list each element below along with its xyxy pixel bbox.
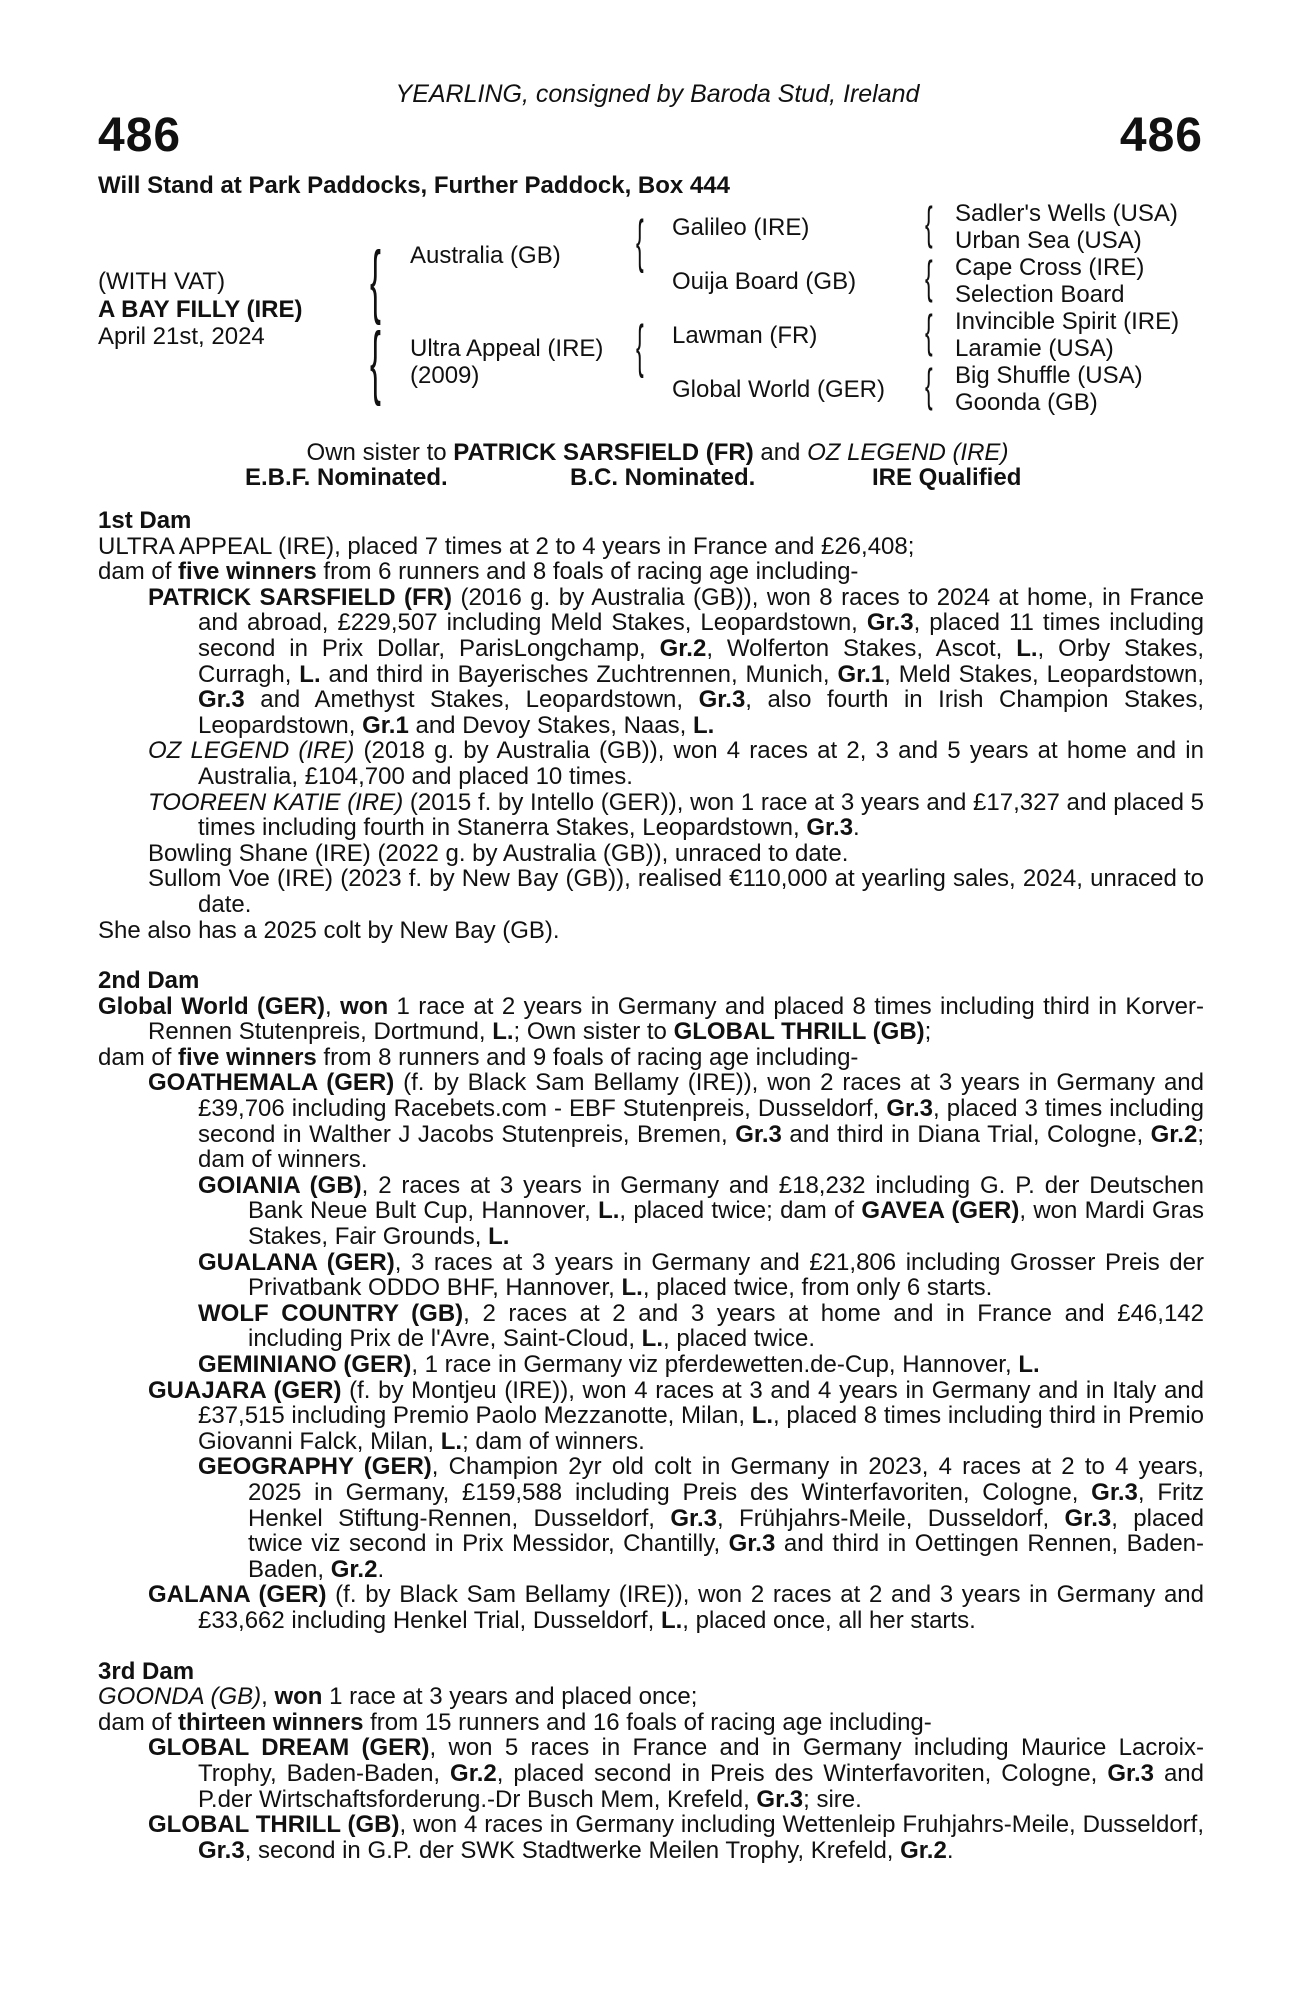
ire-qualified: IRE Qualified: [872, 464, 1022, 491]
first-dam-intro: ULTRA APPEAL (IRE), placed 7 times at 2 to 4 years in France and £26,408;: [98, 532, 915, 560]
progeny-goathemala: GOATHEMALA (GER) (f. by Black Sam Bellamy (IRE)), won 2 races at 3 years in Germany and £39,706 including Racebets.com - EBF Stutenpreis, Dusseldorf, Gr.3, placed 3 times including second in Walther J Jacobs Stutenpreis, Bremen, Gr.3 and third in Diana Trial, Cologne, Gr.2; dam of winners.: [148, 1069, 1204, 1174]
horse-name: A BAY FILLY (IRE): [98, 296, 303, 323]
lot-number-left: 486: [98, 109, 182, 162]
sibling-line: [0, 440, 1315, 466]
sire: Australia (GB): [410, 242, 561, 269]
brace-g3: {: [925, 305, 933, 357]
first-dam-also: She also has a 2025 colt by New Bay (GB).: [98, 916, 560, 944]
stand-location: Will Stand at Park Paddocks, Further Paddock, Box 444: [98, 172, 730, 199]
grandprogeny-gualana: GUALANA (GER), 3 races at 3 years in Germany and £21,806 including Grosser Preis der Privatbank ODDO BHF, Hannover, L., placed twice, from only 6 starts.: [198, 1248, 1204, 1302]
sibling-prefix: Own sister to: [306, 439, 454, 466]
progeny-global-dream: GLOBAL DREAM (GER), won 5 races in France and in Germany including Maurice Lacroix-Trophy, Baden-Baden, Gr.2, placed second in Preis des Winterfavoriten, Cologne, Gr.3 and P.der Wirtschaftsforderung.-Dr Busch Mem, Krefeld, Gr.3; sire.: [148, 1734, 1205, 1813]
grandprogeny-goiania: GOIANIA (GB), 2 races at 3 years in Germany and £18,232 including G. P. der Deutschen Bank Neue Bult Cup, Hannover, L., placed twice; dam of GAVEA (GER), won Mardi Gras Stakes, Fair Grounds, L.: [198, 1171, 1205, 1251]
grandprogeny-wolf-country: WOLF COUNTRY (GB), 2 races at 2 and 3 years at home and in France and £46,142 including Prix de l'Avre, Saint-Cloud, L., placed twice.: [198, 1299, 1204, 1353]
sire-dam: Ouija Board (GB): [672, 268, 857, 295]
catalogue-body: [98, 508, 1204, 1863]
grandprogeny-geminiano: GEMINIANO (GER), 1 race in Germany viz pferdewetten.de-Cup, Hannover, L.: [198, 1351, 1040, 1378]
third-dam-intro: GOONDA (GB), won 1 race at 3 years and placed once;: [98, 1683, 698, 1711]
gg-8: Goonda (GB): [955, 389, 1098, 416]
foaling-date: April 21st, 2024: [98, 323, 265, 350]
third-dam-heading: 3rd Dam: [98, 1657, 195, 1685]
dam: Ultra Appeal (IRE): [410, 335, 604, 362]
bc-nomination: B.C. Nominated.: [570, 464, 756, 491]
brace-g2: {: [925, 251, 933, 303]
gg-5: Invincible Spirit (IRE): [955, 308, 1180, 335]
brace-main-lower: {: [370, 329, 381, 420]
progeny-galana: GALANA (GER) (f. by Black Sam Bellamy (IRE)), won 2 races at 2 and 3 years in Germany and £33,662 including Henkel Trial, Dusseldorf, L., placed once, all her starts.: [148, 1581, 1204, 1634]
sibling-1: PATRICK SARSFIELD (FR): [453, 439, 754, 466]
dam-sire: Lawman (FR): [672, 322, 818, 349]
subtitle: YEARLING, consigned by Baroda Stud, Ireland: [395, 80, 920, 108]
brace-sire: {: [636, 209, 644, 274]
first-dam-heading: 1st Dam: [98, 507, 192, 534]
progeny-tooreen-katie: TOOREEN KATIE (IRE) (2015 f. by Intello (GER)), won 1 race at 3 years and £17,327 and placed 5 times including fourth in Stanerra Stakes, Leopardstown, Gr.3.: [148, 788, 1204, 842]
brace-g4: {: [925, 359, 933, 411]
gg-6: Laramie (USA): [955, 335, 1114, 362]
brace-dam: {: [636, 314, 644, 379]
dam-dam: Global World (GER): [672, 376, 885, 403]
progeny-global-thrill: GLOBAL THRILL (GB), won 4 races in Germany including Wettenleip Fruhjahrs-Meile, Dusseldorf, Gr.3, second in G.P. der SWK Stadtwerke Meilen Trophy, Krefeld, Gr.2.: [148, 1811, 1204, 1864]
brace-g1: {: [925, 197, 933, 249]
sire-sire: Galileo (IRE): [672, 214, 810, 241]
progeny-oz-legend: OZ LEGEND (IRE) (2018 g. by Australia (GB)), won 4 races at 2, 3 and 5 years at home and in Australia, £104,700 and placed 10 times.: [148, 737, 1204, 790]
second-dam-heading: 2nd Dam: [98, 967, 200, 995]
grandprogeny-geography: GEOGRAPHY (GER), Champion 2yr old colt in Germany in 2023, 4 races at 2 to 4 years, 2025 in Germany, £159,588 including Preis des Winterfavoriten, Cologne, Gr.3, Fritz Henkel Stiftung-Rennen, Dusseldorf, Gr.3, Frühjahrs-Meile, Dusseldorf, Gr.3, placed twice viz second in Prix Messidor, Chantilly, Gr.3 and third in Oettingen Rennen, Baden-Baden, Gr.2.: [198, 1453, 1205, 1583]
progeny-patrick-sarsfield: PATRICK SARSFIELD (FR) (2016 g. by Australia (GB)), won 8 races to 2024 at home, in France and abroad, £229,507 including Meld Stakes, Leopardstown, Gr.3, placed 11 times including second in Prix Dollar, ParisLongchamp, Gr.2, Wolferton Stakes, Ascot, L., Orby Stakes, Curragh, L. and third in Bayerisches Zuchtrennen, Munich, Gr.1, Meld Stakes, Leopardstown, Gr.3 and Amethyst Stakes, Leopardstown, Gr.3, also fourth in Irish Champion Stakes, Leopardstown, Gr.1 and Devoy Stakes, Naas, L.: [148, 583, 1205, 739]
gg-1: Sadler's Wells (USA): [955, 200, 1178, 227]
gg-3: Cape Cross (IRE): [955, 254, 1145, 281]
second-dam-intro: Global World (GER), won 1 race at 2 years in Germany and placed 8 times including third in Korver-Rennen Stutenpreis, Dortmund, L.; Own sister to GLOBAL THRILL (GB);: [98, 992, 1205, 1046]
second-dam-produce: dam of five winners from 8 runners and 9 foals of racing age including-: [98, 1043, 859, 1071]
sibling-and: and: [753, 439, 808, 466]
sibling-2: OZ LEGEND (IRE): [807, 439, 1009, 466]
first-dam-produce: dam of five winners from 6 runners and 8 foals of racing age including-: [98, 558, 859, 586]
progeny-bowling-shane: Bowling Shane (IRE) (2022 g. by Australia (GB)), unraced to date.: [148, 839, 849, 867]
third-dam-produce: dam of thirteen winners from 15 runners and 16 foals of racing age including-: [98, 1708, 932, 1736]
gg-4: Selection Board: [955, 281, 1125, 308]
brace-main: {: [370, 235, 381, 326]
vat-note: (WITH VAT): [98, 268, 226, 295]
progeny-sullom-voe: Sullom Voe (IRE) (2023 f. by New Bay (GB)), realised €110,000 at yearling sales, 2024, unraced to date.: [148, 865, 1204, 918]
progeny-guajara: GUAJARA (GER) (f. by Montjeu (IRE)), won 4 races at 3 and 4 years in Germany and in Italy and £37,515 including Premio Paolo Mezzanotte, Milan, L., placed 8 times including third in Premio Giovanni Falck, Milan, L.; dam of winners.: [148, 1376, 1204, 1455]
gg-2: Urban Sea (USA): [955, 227, 1142, 254]
lot-number-right: 486: [1119, 109, 1203, 162]
dam-year: (2009): [410, 362, 480, 389]
ebf-nomination: E.B.F. Nominated.: [245, 464, 448, 491]
gg-7: Big Shuffle (USA): [955, 362, 1143, 389]
